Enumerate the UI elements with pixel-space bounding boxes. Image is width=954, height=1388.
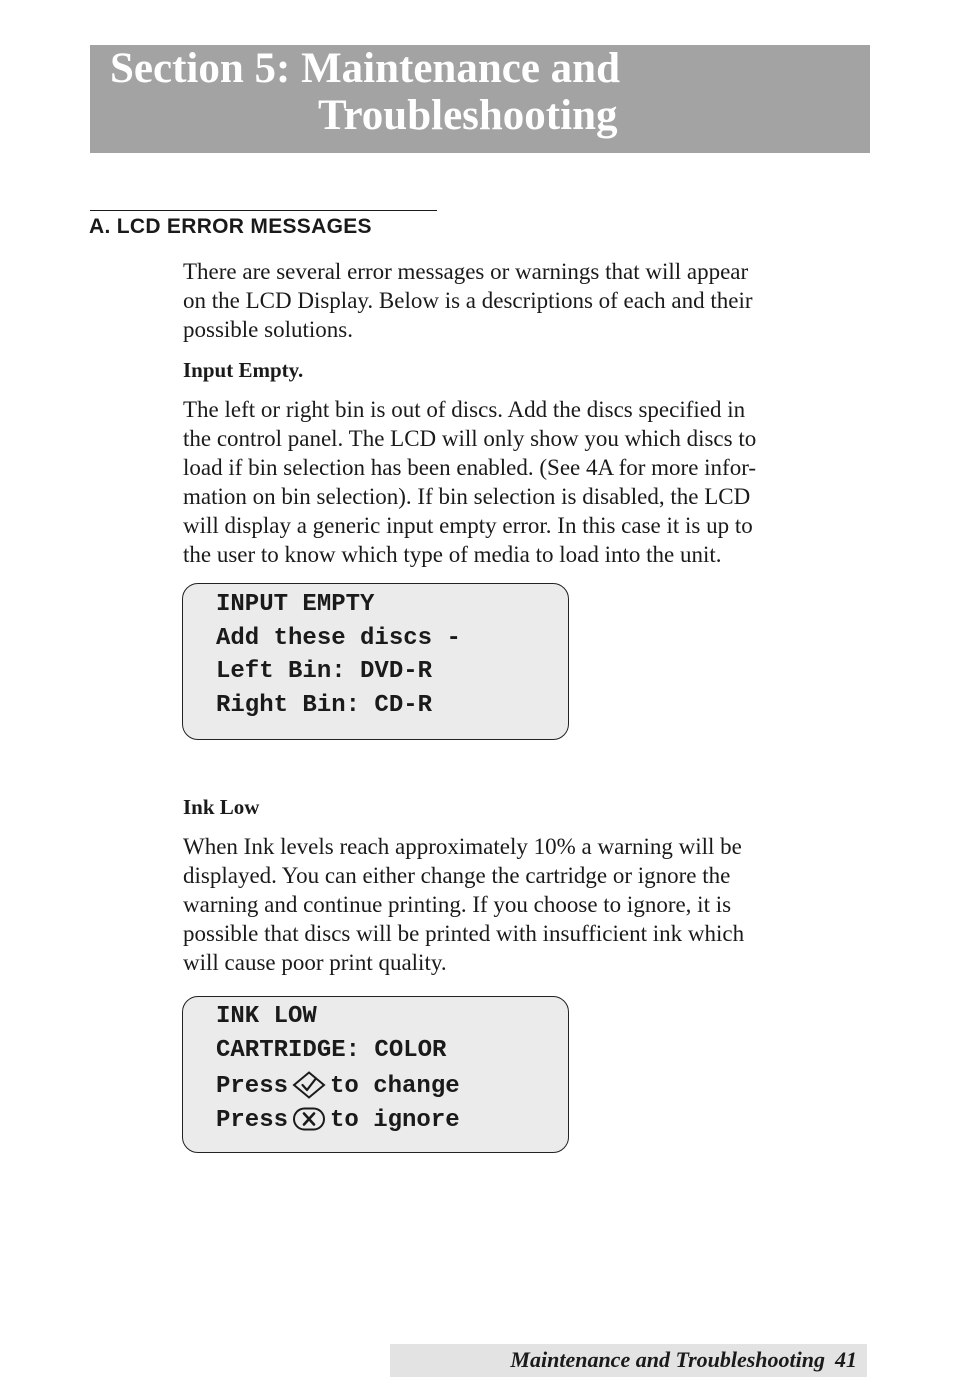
section-title-line-1: Section 5: Maintenance and: [110, 45, 621, 92]
paragraph-line: the control panel. The LCD will only show you which discs to: [183, 426, 757, 451]
lcd-press-label: Press: [216, 1073, 289, 1100]
lcd-line-press-change: [216, 1071, 460, 1101]
lcd-display-ink-low: [182, 996, 569, 1153]
lcd-press-label: Press: [216, 1107, 289, 1134]
section-title-line-2: Troubleshooting: [318, 92, 618, 139]
paragraph-line: mation on bin selection). If bin selection is disabled, the LCD: [183, 484, 751, 509]
section-heading-rule: [90, 210, 437, 211]
lcd-line: CARTRIDGE: COLOR: [216, 1037, 447, 1064]
lcd-line: Left Bin: DVD-R: [216, 658, 433, 685]
paragraph-line: load if bin selection has been enabled. (See 4A for more infor-: [183, 455, 757, 480]
x-circle-icon: [292, 1105, 326, 1133]
page-number: 41: [835, 1347, 857, 1372]
section-title-banner: [90, 45, 870, 153]
lcd-line: INPUT EMPTY: [216, 591, 375, 618]
paragraph-line: warning and continue printing. If you choose to ignore, it is: [183, 892, 732, 917]
paragraph-line: will display a generic input empty error. In this case it is up to: [183, 513, 753, 538]
paragraph-line: possible that discs will be printed with insufficient ink which: [183, 921, 745, 946]
section-heading: A. LCD ERROR MESSAGES: [89, 215, 372, 238]
footer-section-title: Maintenance and Troubleshooting: [510, 1347, 825, 1372]
input-empty-paragraph: [183, 395, 873, 569]
lcd-display-input-empty: [182, 583, 569, 740]
paragraph-line: The left or right bin is out of discs. Add the discs specified in: [183, 397, 746, 422]
lcd-action-label: to change: [330, 1073, 460, 1100]
paragraph-line: will cause poor print quality.: [183, 950, 447, 975]
input-empty-heading: Input Empty.: [183, 358, 304, 382]
intro-paragraph: [183, 257, 873, 344]
ink-low-heading: Ink Low: [183, 795, 260, 819]
paragraph-line: There are several error messages or warnings that will appear: [183, 259, 749, 284]
paragraph-line: the user to know which type of media to load into the unit.: [183, 542, 722, 567]
lcd-line: Right Bin: CD-R: [216, 692, 433, 719]
check-diamond-icon: [292, 1071, 326, 1099]
paragraph-line: displayed. You can either change the cartridge or ignore the: [183, 863, 731, 888]
lcd-action-label: to ignore: [330, 1107, 460, 1134]
paragraph-line: on the LCD Display. Below is a descriptions of each and their: [183, 288, 753, 313]
paragraph-line: When Ink levels reach approximately 10% a warning will be: [183, 834, 742, 859]
lcd-line: INK LOW: [216, 1003, 317, 1030]
paragraph-line: possible solutions.: [183, 317, 353, 342]
footer-label: [510, 1346, 857, 1374]
page-footer: [390, 1344, 867, 1377]
lcd-line-press-ignore: [216, 1105, 460, 1135]
lcd-line: Add these discs -: [216, 625, 461, 652]
ink-low-paragraph: [183, 832, 873, 977]
